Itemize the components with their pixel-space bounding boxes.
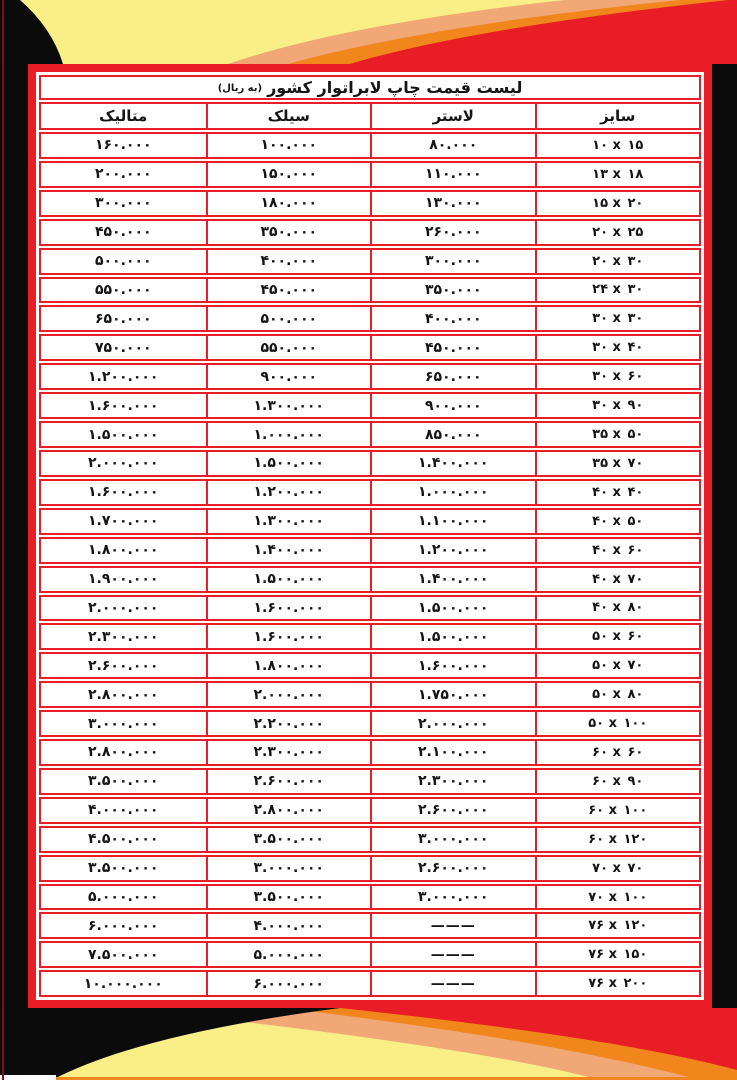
table-row <box>39 190 701 217</box>
table-row <box>39 768 701 795</box>
cell-size: ۶۰ x ۱۰۰ <box>535 799 700 822</box>
cell-laster: ۱.۵۰۰.۰۰۰ <box>370 625 535 648</box>
cell-silk: ۹۰۰.۰۰۰ <box>206 365 371 388</box>
table-title-row <box>39 75 701 100</box>
cell-size: ۵۰ x ۸۰ <box>535 683 700 706</box>
cell-metallic: ۱.۹۰۰.۰۰۰ <box>88 571 159 588</box>
cell-laster: ۱.۴۰۰.۰۰۰ <box>370 568 535 591</box>
cell-silk: ۴۰۰.۰۰۰ <box>206 250 371 273</box>
cell-silk: ۱.۳۰۰.۰۰۰ <box>206 394 371 417</box>
cell-silk: ۴۵۰.۰۰۰ <box>206 279 371 302</box>
cell-metallic: ۱.۲۰۰.۰۰۰ <box>88 368 159 385</box>
cell-silk: ۱.۲۰۰.۰۰۰ <box>206 481 371 504</box>
cell-size: ۷۶ x ۱۵۰ <box>535 943 700 966</box>
cell-laster: ۲.۶۰۰.۰۰۰ <box>370 799 535 822</box>
bottom-white-strip <box>0 1075 56 1080</box>
left-edge-line <box>2 0 4 1080</box>
cell-metallic: ۴۵۰.۰۰۰ <box>94 224 152 241</box>
column-header-size: سایز <box>535 104 700 128</box>
cell-silk: ۱.۵۰۰.۰۰۰ <box>206 452 371 475</box>
cell-metallic: ۲.۸۰۰.۰۰۰ <box>88 686 159 703</box>
cell-silk: ۱.۶۰۰.۰۰۰ <box>206 597 371 620</box>
cell-size: ۵۰ x ۱۰۰ <box>535 712 700 735</box>
cell-size: ۵۰ x ۶۰ <box>535 625 700 648</box>
cell-size: ۳۰ x ۳۰ <box>535 307 700 330</box>
cell-metallic: ۲.۰۰۰.۰۰۰ <box>88 599 159 616</box>
table-row <box>39 797 701 824</box>
cell-laster: ۱.۴۰۰.۰۰۰ <box>370 452 535 475</box>
cell-laster: ۱.۶۰۰.۰۰۰ <box>370 654 535 677</box>
table-row <box>39 508 701 535</box>
cell-metallic: ۱.۶۰۰.۰۰۰ <box>88 484 159 501</box>
cell-laster: ۱.۷۵۰.۰۰۰ <box>370 683 535 706</box>
cell-laster: ۴۰۰.۰۰۰ <box>370 307 535 330</box>
table-row <box>39 912 701 939</box>
price-table-frame <box>28 64 712 1008</box>
cell-laster: ——— <box>370 914 535 937</box>
cell-silk: ۲.۲۰۰.۰۰۰ <box>206 712 371 735</box>
cell-size: ۱۰ x ۱۵ <box>535 134 700 157</box>
cell-metallic: ۲۰۰.۰۰۰ <box>94 166 152 183</box>
top-wave-decoration <box>0 0 737 64</box>
cell-laster: ۱.۱۰۰.۰۰۰ <box>370 510 535 533</box>
cell-silk: ۳.۵۰۰.۰۰۰ <box>206 886 371 909</box>
cell-laster: ۸۵۰.۰۰۰ <box>370 423 535 446</box>
table-row <box>39 334 701 361</box>
cell-metallic: ۳.۵۰۰.۰۰۰ <box>88 773 159 790</box>
column-header-laster: لاستر <box>370 104 535 128</box>
cell-size: ۴۰ x ۶۰ <box>535 539 700 562</box>
cell-laster: ۱۳۰.۰۰۰ <box>370 192 535 215</box>
cell-silk: ۲.۳۰۰.۰۰۰ <box>206 741 371 764</box>
table-row <box>39 537 701 564</box>
cell-laster: ۱.۲۰۰.۰۰۰ <box>370 539 535 562</box>
cell-size: ۴۰ x ۸۰ <box>535 597 700 620</box>
cell-laster: ۲۶۰.۰۰۰ <box>370 221 535 244</box>
cell-metallic: ۷.۵۰۰.۰۰۰ <box>88 946 159 963</box>
cell-laster: ۳۵۰.۰۰۰ <box>370 279 535 302</box>
table-row <box>39 219 701 246</box>
cell-silk: ۵۰۰.۰۰۰ <box>206 307 371 330</box>
cell-size: ۲۰ x ۲۵ <box>535 221 700 244</box>
cell-size: ۶۰ x ۱۲۰ <box>535 828 700 851</box>
table-row <box>39 277 701 304</box>
cell-metallic: ۴.۰۰۰.۰۰۰ <box>88 802 159 819</box>
column-header-metallic: متالیک <box>99 107 148 125</box>
cell-metallic: ۶.۰۰۰.۰۰۰ <box>88 917 159 934</box>
cell-silk: ۱.۳۰۰.۰۰۰ <box>206 510 371 533</box>
table-row <box>39 941 701 968</box>
cell-silk: ۱۵۰.۰۰۰ <box>206 163 371 186</box>
cell-metallic: ۷۵۰.۰۰۰ <box>94 339 152 356</box>
cell-silk: ۲.۶۰۰.۰۰۰ <box>206 770 371 793</box>
table-row <box>39 566 701 593</box>
cell-size: ۱۵ x ۲۰ <box>535 192 700 215</box>
cell-metallic: ۳.۵۰۰.۰۰۰ <box>88 860 159 877</box>
cell-size: ۷۶ x ۲۰۰ <box>535 972 700 995</box>
cell-laster: ——— <box>370 943 535 966</box>
cell-metallic: ۱.۸۰۰.۰۰۰ <box>88 542 159 559</box>
table-row <box>39 826 701 853</box>
cell-size: ۳۰ x ۴۰ <box>535 336 700 359</box>
cell-metallic: ۱۶۰.۰۰۰ <box>94 137 152 154</box>
table-row <box>39 739 701 766</box>
cell-size: ۶۰ x ۶۰ <box>535 741 700 764</box>
cell-size: ۵۰ x ۷۰ <box>535 654 700 677</box>
cell-silk: ۱.۴۰۰.۰۰۰ <box>206 539 371 562</box>
cell-silk: ۲.۰۰۰.۰۰۰ <box>206 683 371 706</box>
cell-laster: ۳.۰۰۰.۰۰۰ <box>370 828 535 851</box>
cell-metallic: ۲.۳۰۰.۰۰۰ <box>88 628 159 645</box>
cell-metallic: ۵۰۰.۰۰۰ <box>94 253 152 270</box>
table-row <box>39 132 701 159</box>
cell-metallic: ۱.۷۰۰.۰۰۰ <box>88 513 159 530</box>
cell-size: ۷۰ x ۱۰۰ <box>535 886 700 909</box>
table-row <box>39 595 701 622</box>
cell-laster: ——— <box>370 972 535 995</box>
cell-laster: ۲.۱۰۰.۰۰۰ <box>370 741 535 764</box>
cell-silk: ۳۵۰.۰۰۰ <box>206 221 371 244</box>
cell-silk: ۱۸۰.۰۰۰ <box>206 192 371 215</box>
currency-unit-label: (به ریال) <box>217 83 263 94</box>
cell-silk: ۱.۶۰۰.۰۰۰ <box>206 625 371 648</box>
cell-silk: ۵۵۰.۰۰۰ <box>206 336 371 359</box>
cell-laster: ۳۰۰.۰۰۰ <box>370 250 535 273</box>
cell-size: ۳۰ x ۶۰ <box>535 365 700 388</box>
bottom-wave-decoration <box>0 1008 737 1080</box>
table-row <box>39 248 701 275</box>
cell-silk: ۵.۰۰۰.۰۰۰ <box>206 943 371 966</box>
cell-metallic: ۵.۰۰۰.۰۰۰ <box>88 889 159 906</box>
cell-size: ۴۰ x ۷۰ <box>535 568 700 591</box>
cell-metallic: ۵۵۰.۰۰۰ <box>94 281 152 298</box>
table-row <box>39 681 701 708</box>
cell-silk: ۲.۸۰۰.۰۰۰ <box>206 799 371 822</box>
table-row <box>39 970 701 997</box>
cell-metallic: ۲.۸۰۰.۰۰۰ <box>88 744 159 761</box>
table-row <box>39 392 701 419</box>
cell-size: ۴۰ x ۵۰ <box>535 510 700 533</box>
cell-size: ۳۰ x ۹۰ <box>535 394 700 417</box>
cell-metallic: ۴.۵۰۰.۰۰۰ <box>88 831 159 848</box>
cell-silk: ۳.۵۰۰.۰۰۰ <box>206 828 371 851</box>
cell-laster: ۱.۰۰۰.۰۰۰ <box>370 481 535 504</box>
cell-size: ۲۰ x ۳۰ <box>535 250 700 273</box>
table-row <box>39 305 701 332</box>
cell-laster: ۶۵۰.۰۰۰ <box>370 365 535 388</box>
cell-size: ۷۶ x ۱۲۰ <box>535 914 700 937</box>
cell-metallic: ۳.۰۰۰.۰۰۰ <box>88 715 159 732</box>
cell-metallic: ۲.۶۰۰.۰۰۰ <box>88 657 159 674</box>
cell-size: ۷۰ x ۷۰ <box>535 857 700 880</box>
table-row <box>39 855 701 882</box>
table-header-row <box>39 102 701 130</box>
column-header-silk: سیلک <box>206 104 371 128</box>
table-row <box>39 421 701 448</box>
cell-size: ۶۰ x ۹۰ <box>535 770 700 793</box>
cell-silk: ۱۰۰.۰۰۰ <box>206 134 371 157</box>
table-row <box>39 710 701 737</box>
table-row <box>39 652 701 679</box>
cell-size: ۳۵ x ۷۰ <box>535 452 700 475</box>
cell-laster: ۲.۶۰۰.۰۰۰ <box>370 857 535 880</box>
cell-metallic: ۱۰.۰۰۰.۰۰۰ <box>83 975 163 992</box>
cell-laster: ۱.۵۰۰.۰۰۰ <box>370 597 535 620</box>
cell-laster: ۲.۰۰۰.۰۰۰ <box>370 712 535 735</box>
cell-size: ۱۳ x ۱۸ <box>535 163 700 186</box>
cell-silk: ۱.۵۰۰.۰۰۰ <box>206 568 371 591</box>
table-rows <box>39 132 701 997</box>
cell-metallic: ۲.۰۰۰.۰۰۰ <box>88 455 159 472</box>
cell-laster: ۸۰.۰۰۰ <box>370 134 535 157</box>
cell-laster: ۹۰۰.۰۰۰ <box>370 394 535 417</box>
cell-size: ۴۰ x ۴۰ <box>535 481 700 504</box>
cell-size: ۲۴ x ۳۰ <box>535 279 700 302</box>
cell-laster: ۳.۰۰۰.۰۰۰ <box>370 886 535 909</box>
page-title: لیست قیمت چاپ لابراتوار کشور <box>267 78 523 97</box>
cell-metallic: ۶۵۰.۰۰۰ <box>94 310 152 327</box>
cell-laster: ۲.۳۰۰.۰۰۰ <box>370 770 535 793</box>
cell-silk: ۶.۰۰۰.۰۰۰ <box>206 972 371 995</box>
cell-laster: ۴۵۰.۰۰۰ <box>370 336 535 359</box>
table-row <box>39 884 701 911</box>
cell-metallic: ۱.۵۰۰.۰۰۰ <box>88 426 159 443</box>
cell-size: ۳۵ x ۵۰ <box>535 423 700 446</box>
cell-silk: ۱.۰۰۰.۰۰۰ <box>206 423 371 446</box>
cell-silk: ۱.۸۰۰.۰۰۰ <box>206 654 371 677</box>
table-row <box>39 363 701 390</box>
cell-metallic: ۳۰۰.۰۰۰ <box>94 195 152 212</box>
table-row <box>39 479 701 506</box>
cell-silk: ۴.۰۰۰.۰۰۰ <box>206 914 371 937</box>
cell-laster: ۱۱۰.۰۰۰ <box>370 163 535 186</box>
table-row <box>39 450 701 477</box>
cell-silk: ۳.۰۰۰.۰۰۰ <box>206 857 371 880</box>
cell-metallic: ۱.۶۰۰.۰۰۰ <box>88 397 159 414</box>
table-row <box>39 161 701 188</box>
table-row <box>39 623 701 650</box>
